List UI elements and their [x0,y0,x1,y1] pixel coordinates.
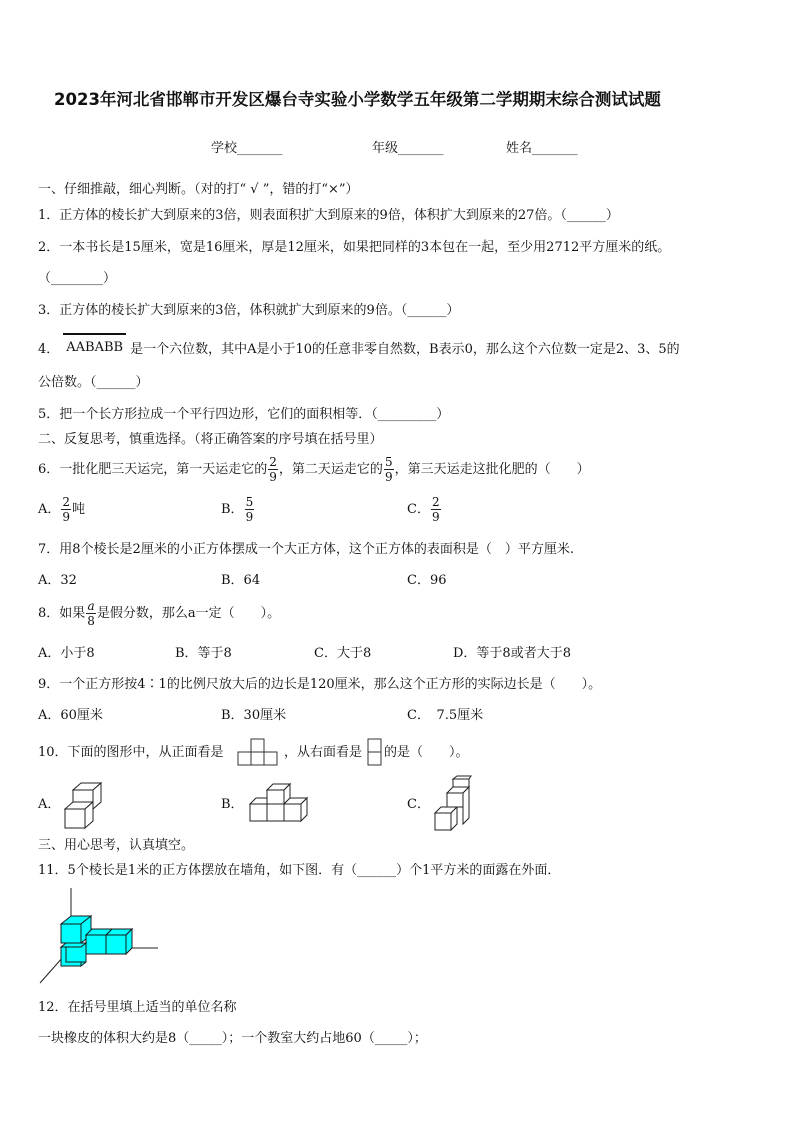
question-8: 8．如果 $\frac{a}{8}$ 是假分数，那么a一定（ ）。 [38,599,281,628]
q7-option-c: C．96 [407,573,447,588]
q10-option-a-cubes [62,778,102,830]
name-field: 姓名_______ [506,141,578,156]
question-6 [38,456,590,483]
question-11: 11．5个棱长是1米的正方体摆放在墙角，如下图．有（______）个1平方米的面露在外面． [38,863,561,878]
q7-option-b: B．64 [221,573,261,588]
question-6-text-b: ，第二天运走它的 [278,462,383,477]
question-1: 1．正方体的棱长扩大到原来的3倍，则表面积扩大到原来的9倍，体积扩大到原来的27倍。（______） [38,208,619,223]
q10-option-c-label: C． [407,797,430,812]
question-9: 9．一个正方形按4∶1的比例尺放大后的边长是120厘米，那么这个正方形的实际边长是（ ）。 [38,677,602,692]
question-12-line2: 一块橡皮的体积大约是8（_____）；一个教室大约占地60（_____）； [38,1031,427,1046]
page-title: 2023年河北省邯郸市开发区爆台寺实验小学数学五年级第二学期期末综合测试试题 [54,90,661,109]
q10-option-a-label: A． [38,797,61,812]
question-7: 7．用8个棱长是2厘米的小正方体摆成一个大正方体，这个正方体的表面积是（ ）平方厘米. [38,542,574,557]
question-6-text-a: 6．一批化肥三天运完，第一天运走它的 [38,462,268,477]
q7-option-a: A．32 [38,573,77,588]
corner-cubes-diagram [38,888,163,988]
section-2-heading: 二、反复思考，慎重选择。（将正确答案的序号填在括号里） [38,432,383,447]
q10-option-b-cubes [247,782,309,824]
overlined-number: AABABB [63,333,126,354]
question-6-text-c: ，第三天运走这批化肥的（ ） [394,462,590,477]
front-view-icon [238,738,278,766]
q6-option-c: C． $\frac{2}{9}$ [407,495,440,524]
question-10-text-c: 的是（ ）。 [384,745,469,760]
q8-option-b: B．等于8 [175,646,232,661]
q6-option-a: A． $\frac{2}{9}$ 吨 [38,495,86,524]
fraction-a-8: $\frac{a}{8}$ [87,599,95,628]
section-1-heading: 一、仔细推敲，细心判断。（对的打“ √ ”，错的打“×”） [38,182,359,197]
question-10-text-a: 10．下面的图形中，从正面看是 [38,745,224,760]
q6-option-b: B． $\frac{5}{9}$ [221,495,254,524]
q8-option-d: D．等于8或者大于8 [453,646,571,661]
question-4-line2: 公倍数。（______） [38,375,149,390]
question-10-text-b: ，从右面看是 [284,745,363,760]
q9-option-a: A．60厘米 [38,708,103,723]
question-4 [38,333,680,356]
grade-field: 年级_______ [372,141,444,156]
question-2-blank: （________） [38,271,117,286]
question-2: 2．一本书长是15厘米，宽是16厘米，厚是12厘米，如果把同样的3本包在一起，至少用2712平方厘米的纸。 [38,240,671,255]
fraction-5-9: $\frac{5}{9}$ [384,455,393,484]
q10-option-c-cubes [432,775,472,833]
school-field: 学校_______ [211,141,283,156]
question-5: 5．把一个长方形拉成一个平行四边形，它们的面积相等．（_________） [38,407,450,422]
question-3: 3．正方体的棱长扩大到原来的3倍，体积就扩大到原来的9倍。（______） [38,303,460,318]
q9-option-c: C． 7.5厘米 [407,708,484,723]
section-3-heading: 三、用心思考，认真填空。 [38,838,195,853]
q9-option-b: B．30厘米 [221,708,287,723]
q8-option-a: A．小于8 [38,646,95,661]
q8-option-c: C．大于8 [314,646,372,661]
right-view-icon [367,738,383,766]
q10-option-b-label: B． [221,797,244,812]
question-12: 12．在括号里填上适当的单位名称 [38,1000,237,1015]
question-4-text: 是一个六位数，其中A是小于10的任意非零自然数，B表示0，那么这个六位数一定是2、3、5的 [130,342,680,357]
question-4-number: 4． [38,342,60,357]
fraction-2-9: $\frac{2}{9}$ [269,455,277,484]
